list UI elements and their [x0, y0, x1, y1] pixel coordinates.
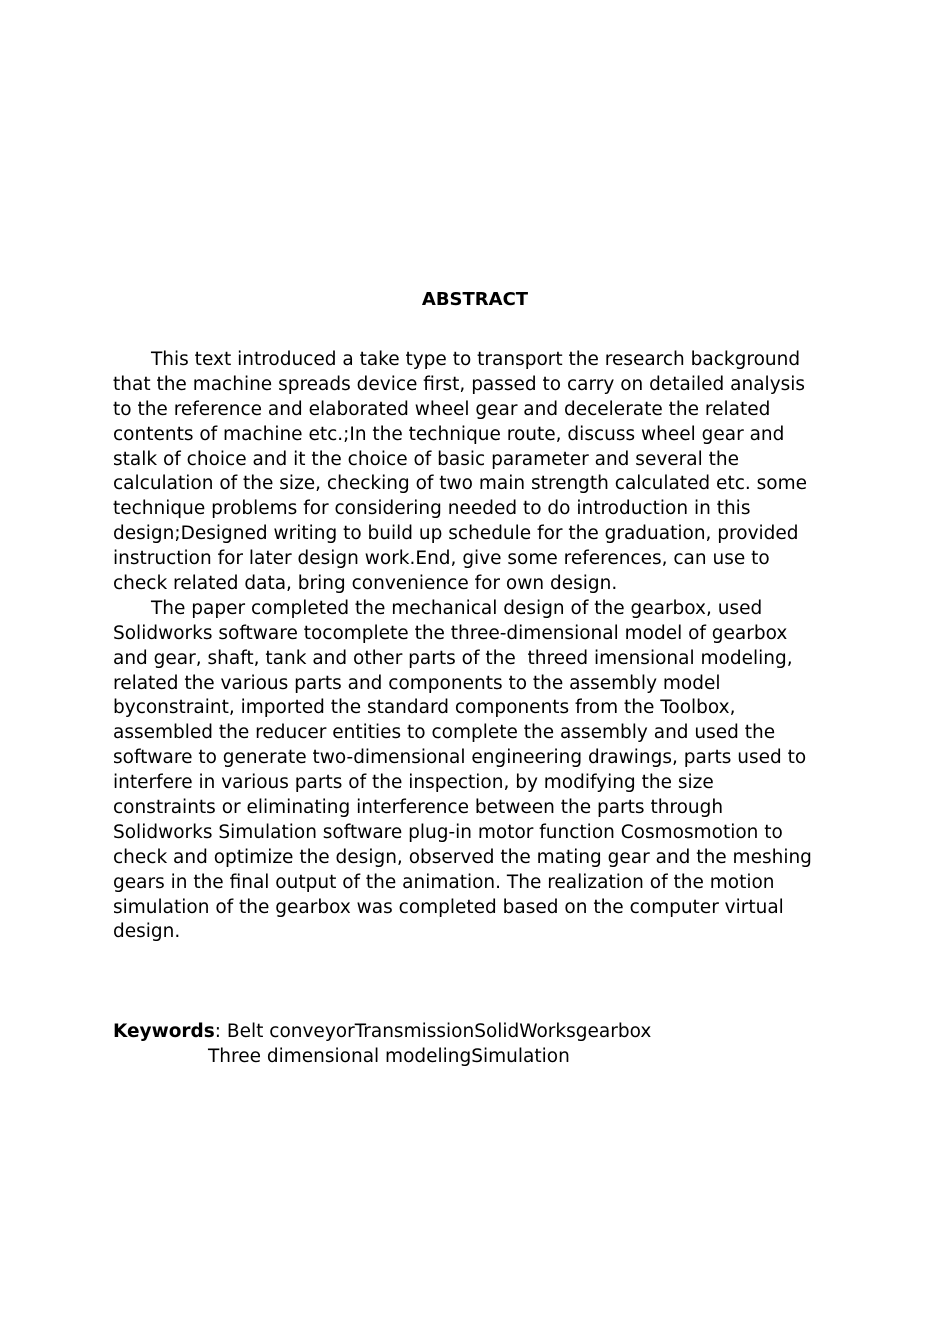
- paragraph-line: check and optimize the design, observed the mating gear and the meshing: [113, 846, 812, 868]
- paragraph-line: design;Designed writing to build up schedule for the graduation, provided: [113, 523, 799, 545]
- paragraph-line: that the machine spreads device first, passed to carry on detailed analysis: [113, 373, 806, 395]
- paragraph-line: instruction for later design work.End, give some references, can use to: [113, 548, 770, 570]
- keywords-line-1: [113, 1020, 853, 1045]
- paragraph-line: contents of machine etc.;In the technique route, discuss wheel gear and: [113, 423, 785, 445]
- abstract-paragraph-2: [113, 597, 853, 945]
- keywords-list-2: Three dimensional modelingSimulation: [208, 1045, 570, 1067]
- paragraph-line: and gear, shaft, tank and other parts of the threed imensional modeling,: [113, 647, 793, 669]
- paragraph-line: stalk of choice and it the choice of basic parameter and several the: [113, 448, 739, 470]
- paragraph-line: Solidworks software tocomplete the three-dimensional model of gearbox: [113, 622, 788, 644]
- paragraph-line: This text introduced a take type to transport the research background: [151, 349, 801, 370]
- abstract-paragraph-1: [113, 348, 853, 597]
- paragraph-line: to the reference and elaborated wheel gear and decelerate the related: [113, 398, 771, 420]
- paragraph-line: check related data, bring convenience for own design.: [113, 573, 618, 595]
- paragraph-line: byconstraint, imported the standard components from the Toolbox,: [113, 697, 736, 719]
- paragraph-line: simulation of the gearbox was completed based on the computer virtual: [113, 896, 784, 918]
- keywords-list-1: Belt conveyorTransmissionSolidWorksgearbox: [226, 1021, 652, 1042]
- paragraph-line: The paper completed the mechanical design of the gearbox, used: [151, 597, 763, 619]
- paragraph-line: interfere in various parts of the inspection, by modifying the size: [113, 772, 714, 794]
- paragraph-line: calculation of the size, checking of two main strength calculated etc. some: [113, 473, 807, 495]
- paragraph-line: software to generate two-dimensional engineering drawings, parts used to: [113, 747, 807, 769]
- keywords-separator: :: [214, 1021, 227, 1042]
- abstract-body: [113, 348, 853, 945]
- paragraph-line: technique problems for considering needed to do introduction in this: [113, 498, 751, 520]
- paragraph-line: gears in the final output of the animation. The realization of the motion: [113, 871, 775, 893]
- paragraph-line: related the various parts and components to the assembly model: [113, 672, 721, 694]
- keywords-label: Keywords: [113, 1021, 215, 1042]
- keywords-block: [113, 1020, 853, 1070]
- paragraph-line: constraints or eliminating interference between the parts through: [113, 797, 724, 819]
- paragraph-line: design.: [113, 921, 181, 943]
- paragraph-line: assembled the reducer entities to complete the assembly and used the: [113, 722, 776, 744]
- abstract-title: ABSTRACT: [421, 289, 529, 310]
- paragraph-line: Solidworks Simulation software plug-in motor function Cosmosmotion to: [113, 821, 783, 843]
